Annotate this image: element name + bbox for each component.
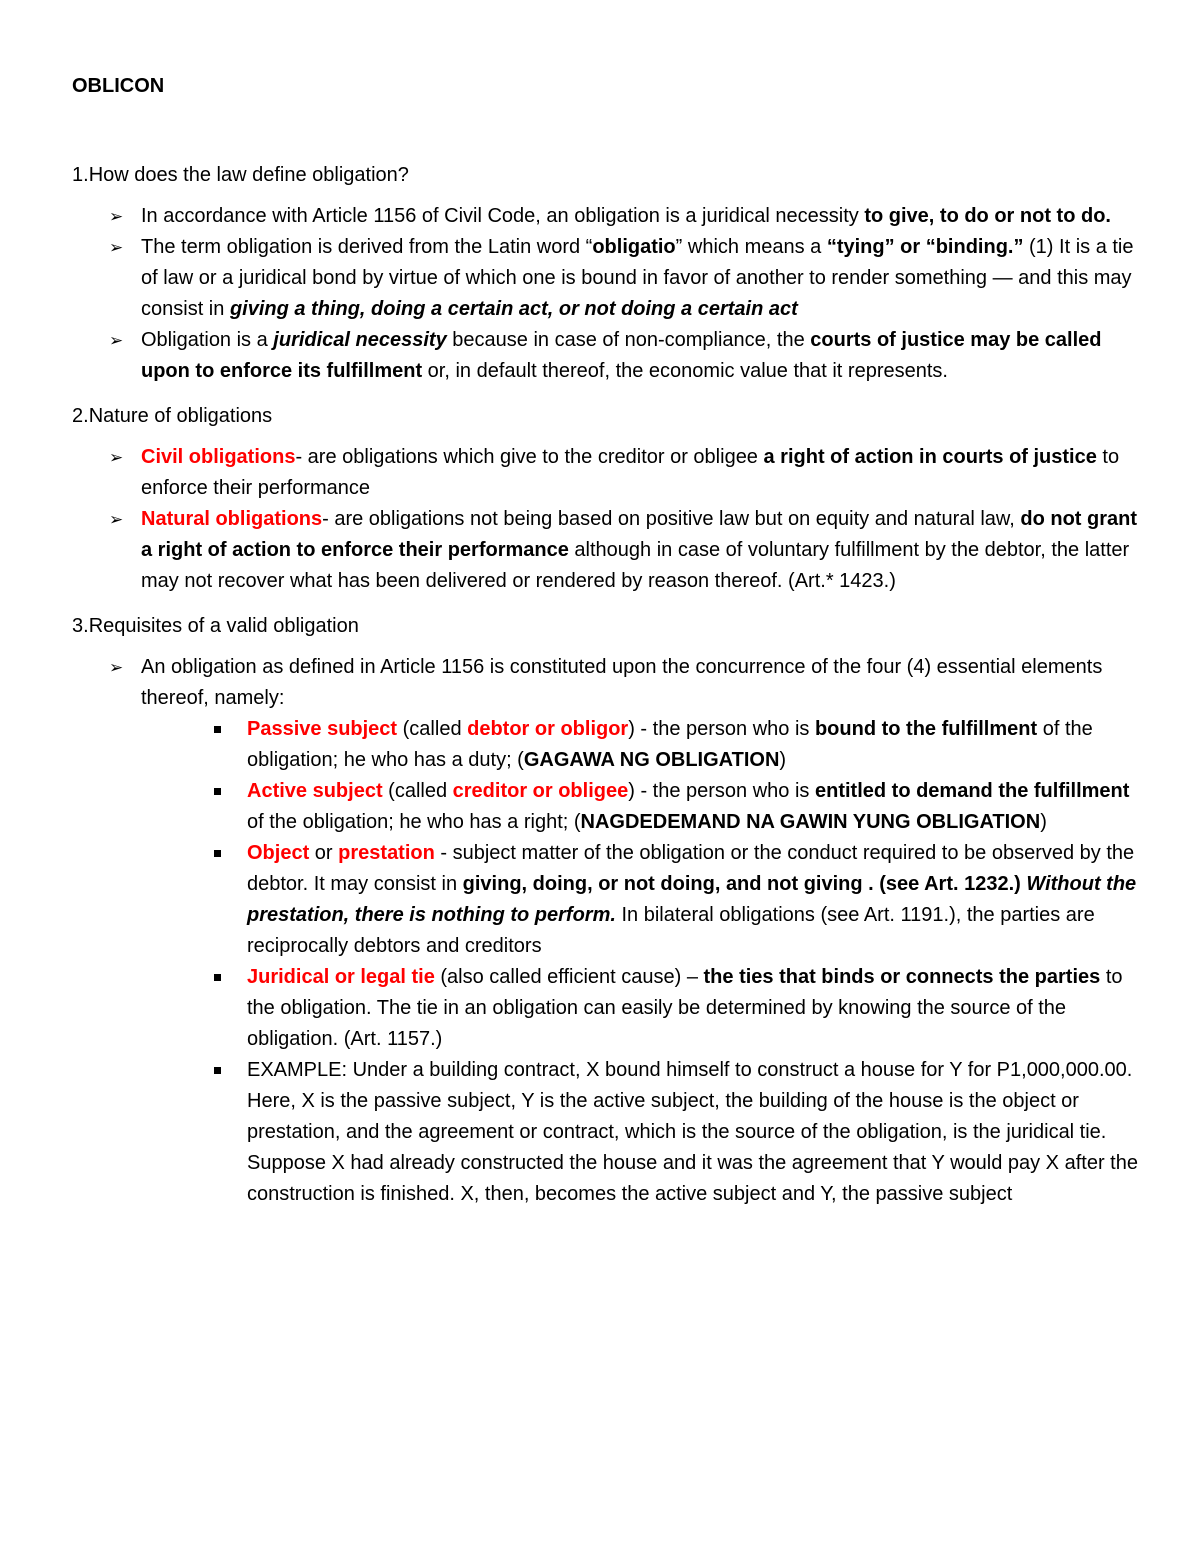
example-text: EXAMPLE: Under a building contract, X bound himself to construct a house for Y for P1,000,000.00. Here, X is the passive subject, Y is the active subject, the building of the house is the object or prestation, and the agreement or contract, which is the source of the obligation, is the juridical tie. Suppose X had already constructed the house and it was the agreement that Y would pay X after the construction is finished. X, then, becomes the active subject and Y, the passive subject	[247, 1059, 1138, 1205]
sub-list-item: Object or prestation - subject matter of the obligation or the conduct required to be observed by the debtor. It may consist in giving, doing, or not doing, and not giving . (see Art. 1232.) Without the prestation, there is nothing to perform. In bilateral obligations (see Art. 1191.), the parties are reciprocally debtors and creditors	[72, 838, 1140, 962]
list-item: ➢ In accordance with Article 1156 of Civil Code, an obligation is a juridical necessity to give, to do or not to do.	[72, 201, 1140, 232]
question-3-heading	[72, 611, 1140, 642]
question-number: 1.	[72, 164, 89, 186]
square-bullet-icon	[214, 726, 221, 733]
question-number: 2.	[72, 405, 89, 427]
sub-list-item: Active subject (called creditor or obligee) - the person who is entitled to demand the fulfillment of the obligation; he who has a right; (NAGDEDEMAND NA GAWIN YUNG OBLIGATION)	[72, 776, 1140, 838]
arrow-bullet-icon: ➢	[109, 510, 124, 529]
square-bullet-icon	[214, 850, 221, 857]
square-bullet-icon	[214, 974, 221, 981]
question-3-answers	[72, 652, 1140, 1210]
sub-list-item: Passive subject (called debtor or obligor) - the person who is bound to the fulfillment of the obligation; he who has a duty; (GAGAWA NG OBLIGATION)	[72, 714, 1140, 776]
arrow-bullet-icon: ➢	[109, 658, 124, 677]
question-2-answers	[72, 442, 1140, 597]
document-title: OBLICON	[72, 75, 165, 97]
question-2-heading	[72, 401, 1140, 432]
question-number: 3.	[72, 615, 89, 637]
question-title: Nature of obligations	[88, 405, 273, 427]
sub-list-item: Juridical or legal tie (also called efficient cause) – the ties that binds or connects the parties to the obligation. The tie in an obligation can easily be determined by knowing the source of the obligation. (Art. 1157.)	[72, 962, 1140, 1055]
term-civil-obligations: Civil obligations	[141, 446, 296, 468]
arrow-bullet-icon: ➢	[109, 238, 124, 257]
square-bullet-icon	[214, 788, 221, 795]
arrow-bullet-icon: ➢	[109, 331, 124, 350]
list-item: ➢ An obligation as defined in Article 1156 is constituted upon the concurrence of the four (4) essential elements thereof, namely:	[72, 652, 1140, 714]
question-title: Requisites of a valid obligation	[88, 615, 359, 637]
arrow-bullet-icon: ➢	[109, 448, 124, 467]
question-title: How does the law define obligation?	[88, 164, 409, 186]
list-item: ➢ Obligation is a juridical necessity because in case of non-compliance, the courts of justice may be called upon to enforce its fulfillment or, in default thereof, the economic value that it represents.	[72, 325, 1140, 387]
question-1-heading	[72, 160, 1140, 191]
list-item: ➢ Natural obligations- are obligations not being based on positive law but on equity and natural law, do not grant a right of action to enforce their performance although in case of voluntary fulfillment by the debtor, the latter may not recover what has been delivered or rendered by reason thereof. (Art.* 1423.)	[72, 504, 1140, 597]
arrow-bullet-icon: ➢	[109, 207, 124, 226]
square-bullet-icon	[214, 1067, 221, 1074]
question-1-answers	[72, 201, 1140, 387]
list-item: ➢ The term obligation is derived from the Latin word “obligatio” which means a “tying” or “binding.” (1) It is a tie of law or a juridical bond by virtue of which one is bound in favor of another to render something — and this may consist in giving a thing, doing a certain act, or not doing a certain act	[72, 232, 1140, 325]
term-natural-obligations: Natural obligations	[141, 508, 323, 530]
sub-list-item	[72, 1055, 1140, 1210]
list-item: ➢ Civil obligations- are obligations which give to the creditor or obligee a right of action in courts of justice to enforce their performance	[72, 442, 1140, 504]
